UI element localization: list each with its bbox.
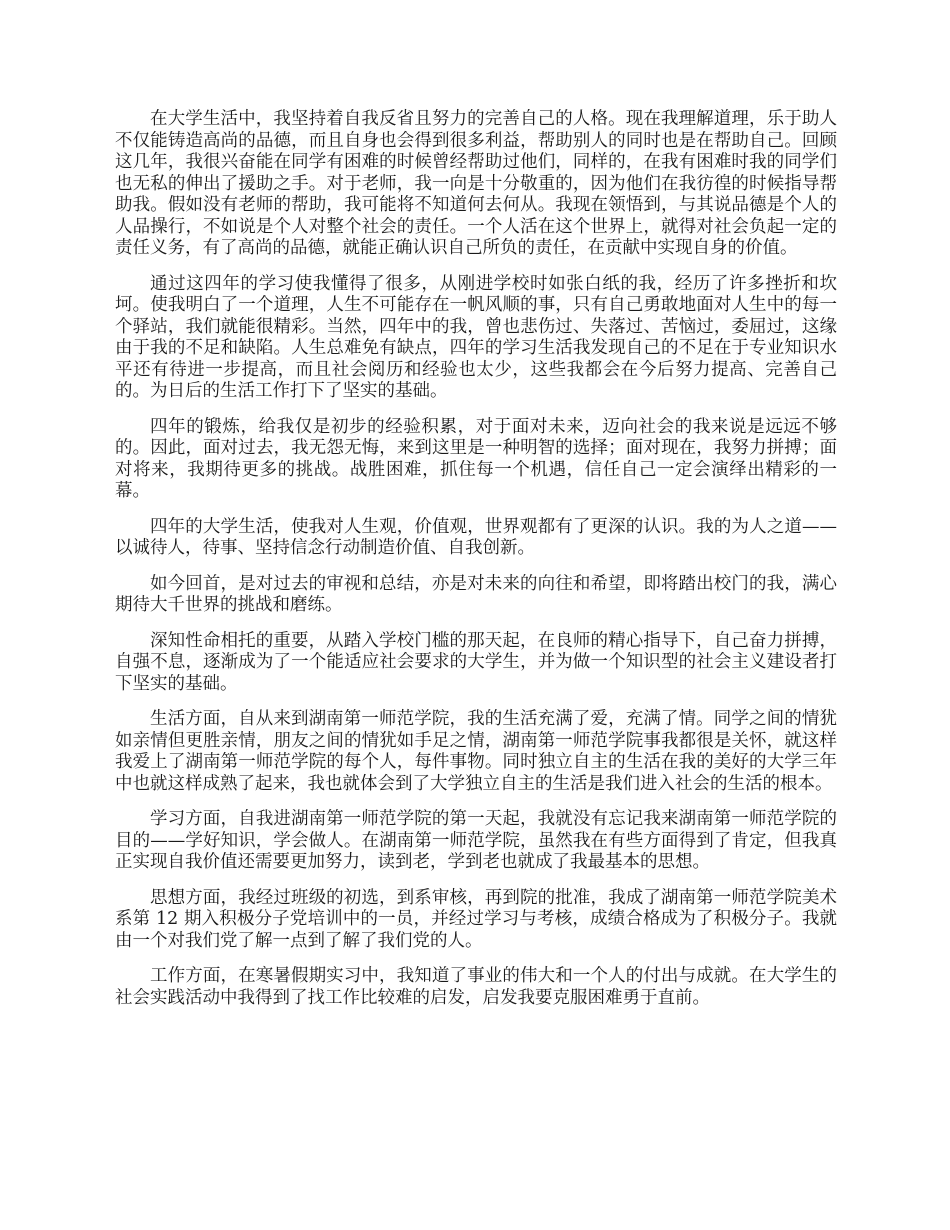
paragraph-four-years-learning: 通过这四年的学习使我懂得了很多，从刚进学校时如张白纸的我，经历了许多挫折和坎坷。使我明白了一个道理，人生不可能存在一帆风顺的事，只有自己勇敢地面对人生中的每一个驿站，我们就能很精彩。当然，四年中的我，曾也悲伤过、失落过、苦恼过，委屈过，这缘由于我的不足和缺陷。人生总难免有缺点，四年的学习生活我发现自己的不足在于专业知识水平还有待进一步提高，而且社会阅历和经验也太少，这些我都会在今后努力提高、完善自己的。为日后的生活工作打下了坚实的基础。 — [115, 273, 837, 401]
paragraph-study: 学习方面，自我进湖南第一师范学院的第一天起，我就没有忘记我来湖南第一师范学院的目的——学好知识，学会做人。在湖南第一师范学院，虽然我在有些方面得到了肯定，但我真正实现自我价值还需要更加努力，读到老，学到老也就成了我最基本的思想。 — [115, 809, 837, 872]
paragraph-striving: 深知性命相托的重要，从踏入学校门槛的那天起，在良师的精心指导下，自己奋力拼搏，自强不息，逐渐成为了一个能适应社会要求的大学生，并为做一个知识型的社会主义建设者打下坚实的基础。 — [115, 630, 837, 694]
paragraph-facing-future: 四年的锻炼，给我仅是初步的经验积累，对于面对未来，迈向社会的我来说是远远不够的。因此，面对过去，我无怨无悔，来到这里是一种明智的选择；面对现在，我努力拼搏；面对将来，我期待更多的挑战。战胜困难，抓住每一个机遇，信任自己一定会演绎出精彩的一幕。 — [115, 416, 837, 501]
document-body — [115, 109, 837, 1023]
paragraph-self-reflection: 在大学生活中，我坚持着自我反省且努力的完善自己的人格。现在我理解道理，乐于助人不仅能铸造高尚的品德，而且自身也会得到很多利益，帮助别人的同时也是在帮助自己。回顾这几年，我很兴奋能在同学有困难的时候曾经帮助过他们，同样的，在我有困难时我的同学们也无私的伸出了援助之手。对于老师，我一向是十分敬重的，因为他们在我彷徨的时候指导帮助我。假如没有老师的帮助，我可能将不知道何去何从。我现在领悟到，与其说品德是个人的人品操行，不如说是个人对整个社会的责任。一个人活在这个世界上，就得对社会负起一定的责任义务，有了高尚的品德，就能正确认识自己所负的责任，在贡献中实现自身的价值。 — [115, 109, 837, 258]
paragraph-life: 生活方面，自从来到湖南第一师范学院，我的生活充满了爱，充满了情。同学之间的情犹如亲情但更胜亲情，朋友之间的情犹如手足之情，湖南第一师范学院事我都很是关怀，就这样我爱上了湖南第一师范学院的每个人，每件事物。同时独立自主的生活在我的美好的大学三年中也就这样成熟了起来，我也就体会到了大学独立自主的生活是我们进入社会的生活的根本。 — [115, 709, 837, 794]
paragraph-thought: 思想方面，我经过班级的初选，到系审核，再到院的批准，我成了湖南第一师范学院美术系第 12 期入积极分子党培训中的一员，并经过学习与考核，成绩合格成为了积极分子。我就由一个对我们党了解一点到了解了我们党的人。 — [115, 887, 837, 951]
paragraph-worldview: 四年的大学生活，使我对人生观，价值观，世界观都有了更深的认识。我的为人之道——以诚待人，待事、坚持信念行动制造价值、自我创新。 — [115, 516, 837, 558]
paragraph-work: 工作方面，在寒暑假期实习中，我知道了事业的伟大和一个人的付出与成就。在大学生的社会实践活动中我得到了找工作比较难的启发，启发我要克服困难勇于直前。 — [115, 966, 837, 1008]
paragraph-looking-back: 如今回首，是对过去的审视和总结，亦是对未来的向往和希望，即将踏出校门的我，满心期待大千世界的挑战和磨练。 — [115, 573, 837, 615]
